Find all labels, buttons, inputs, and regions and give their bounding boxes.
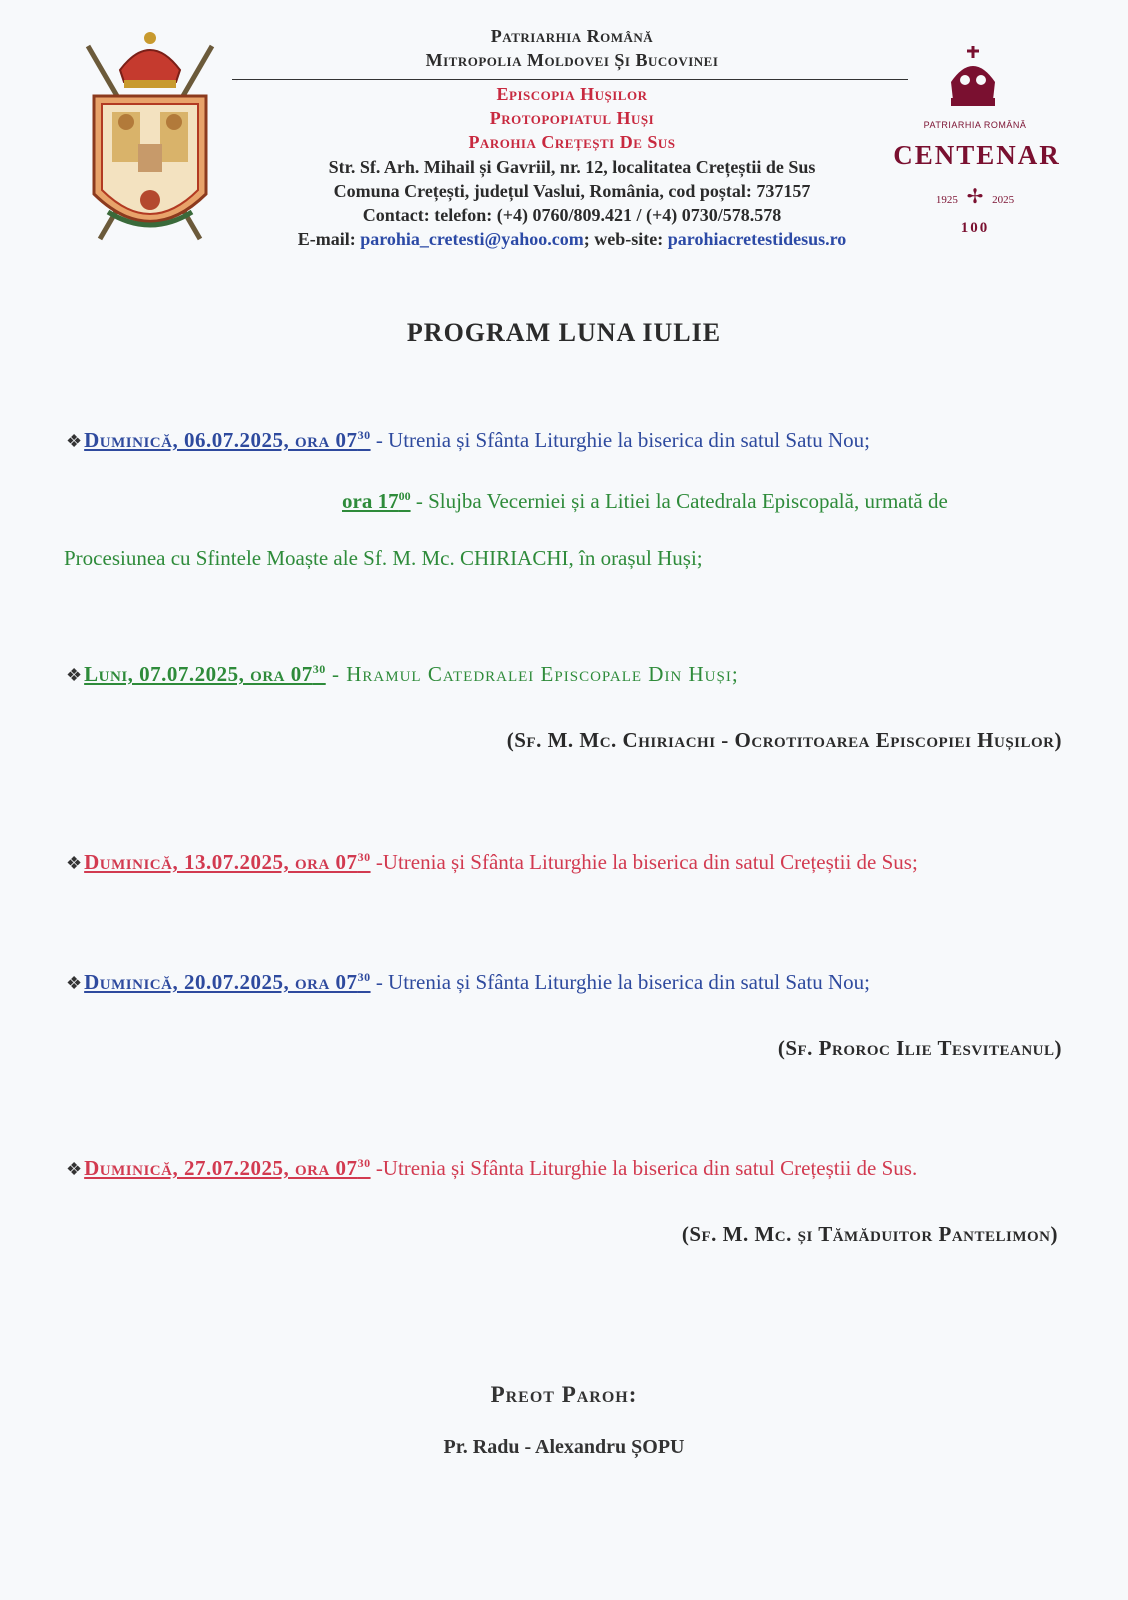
- cross-icon: ✢: [966, 186, 984, 208]
- header-patriarchate: Patriarhia Română: [490, 26, 654, 46]
- signature-title: Preot Paroh:: [490, 1382, 638, 1407]
- header-address-1: Str. Sf. Arh. Mihail și Gavriil, nr. 12, localitatea Crețeștii de Sus: [328, 157, 816, 177]
- entry-2-note: (Sf. M. Mc. Chiriachi - Ocrotitoarea Episcopiei Hușilor): [506, 728, 1062, 752]
- entry-1-heading: Duminică, 06.07.2025, ora $07^{30}$: [84, 428, 371, 452]
- diamond-bullet-icon: ❖: [66, 1159, 83, 1179]
- entry-4-heading: Duminică, 20.07.2025, ora $07^{30}$: [84, 970, 371, 994]
- entry-5-text: -Utrenia și Sfânta Liturghie la biserica din satul Crețeștii de Sus.: [370, 1156, 918, 1180]
- header-contact: Contact: telefon: (+4) 0760/809.421 / (+4) 0730/578.578: [362, 205, 782, 225]
- program-entry-4: [66, 970, 870, 995]
- crown-icon: [905, 44, 1085, 114]
- program-entry-1b: [342, 489, 948, 514]
- centenar-logo: [893, 44, 1085, 254]
- header-address-2: Comuna Crețești, județul Vaslui, România, cod poștal: 737157: [333, 181, 811, 201]
- entry-4-text: - Utrenia și Sfânta Liturghie la biserica din satul Satu Nou;: [370, 970, 870, 994]
- entry-1-text: - Utrenia și Sfânta Liturghie la biserica din satul Satu Nou;: [370, 428, 870, 452]
- entry-3-text: -Utrenia și Sfânta Liturghie la biserica din satul Crețeștii de Sus;: [370, 850, 918, 874]
- entry-2-heading: Luni, 07.07.2025, ora $07^{30}$: [84, 662, 326, 686]
- centenar-top-label: PATRIARHIA ROMÂNĂ: [923, 120, 1027, 130]
- episcopal-crest-logo: [80, 24, 220, 249]
- centenar-end-year: 2025: [992, 194, 1015, 206]
- entry-1c-text: Procesiunea cu Sfintele Moaște ale Sf. M. Mc. CHIRIACHI, în orașul Huși;: [64, 546, 703, 570]
- website-link[interactable]: parohiacretestidesus.ro: [667, 229, 847, 249]
- header-protopopiat: Protopopiatul Huși: [489, 108, 655, 128]
- email-label: E-mail:: [297, 229, 361, 249]
- diamond-bullet-icon: ❖: [66, 431, 83, 451]
- entry-2-text: - Hramul Catedralei Episcopale Din Huși;: [325, 662, 739, 686]
- diamond-bullet-icon: ❖: [66, 853, 83, 873]
- entry-5-heading: Duminică, 27.07.2025, ora $07^{30}$: [84, 1156, 371, 1180]
- entry-4-note: (Sf. Proroc Ilie Tesviteanul): [777, 1036, 1062, 1060]
- program-entry-1: [66, 428, 870, 453]
- centenar-start-year: 1925: [935, 194, 958, 206]
- entry-3-heading: Duminică, 13.07.2025, ora $07^{30}$: [84, 850, 371, 874]
- header-metropolis: Mitropolia Moldovei Și Bucovinei: [425, 50, 719, 70]
- program-entry-2: [66, 662, 739, 687]
- program-entry-5: [66, 1156, 917, 1181]
- signature-name: Pr. Radu - Alexandru ȘOPU: [443, 1436, 685, 1458]
- email-link[interactable]: parohia_cretesti@yahoo.com: [360, 229, 584, 249]
- header-email-web: [232, 229, 912, 250]
- entry-1b-text: - Slujba Vecerniei și a Litiei la Catedrala Episcopală, urmată de: [410, 489, 948, 513]
- diamond-bullet-icon: ❖: [66, 973, 83, 993]
- entry-1b-heading: ora $17^{00}$: [342, 489, 411, 513]
- header-parish: Parohia Crețești De Sus: [468, 132, 676, 152]
- header-divider: [232, 79, 908, 80]
- program-entry-3: [66, 850, 918, 875]
- header-diocese: Episcopia Hușilor: [496, 84, 648, 104]
- centenar-word: CENTENAR: [893, 140, 1061, 170]
- entry-5-note: (Sf. M. Mc. și Tămăduitor Pantelimon): [681, 1222, 1058, 1246]
- page-title: PROGRAM LUNA IULIE: [406, 318, 722, 347]
- web-label: ; web-site:: [583, 229, 668, 249]
- diamond-bullet-icon: ❖: [66, 665, 83, 685]
- centenar-number: 100: [960, 220, 990, 236]
